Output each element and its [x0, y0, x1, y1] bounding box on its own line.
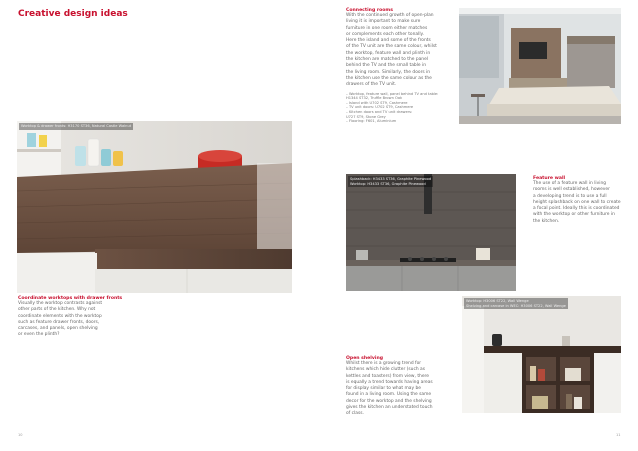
caption-line: Splashback: H3433 ST36, Graphite Pinewood [350, 177, 432, 181]
body-line: the kitchen. [533, 218, 560, 224]
kitchen-walnut-photo [17, 121, 292, 293]
feature-wall-section [533, 176, 625, 225]
body-line: kettles and toasters) from view, there [346, 373, 429, 379]
body-line: gives the kitchen an understated touch [346, 405, 433, 411]
photo-caption: Worktop & drawer fronts: H3170 ST36, Natural Castle Walnut [21, 124, 132, 128]
body-line: Whilst there is a growing trend for [346, 361, 422, 366]
section-body [533, 181, 625, 225]
page-number-left: 10 [18, 433, 23, 437]
splashback-illustration [346, 174, 516, 291]
body-line: decor for the worktop and the shelving [346, 398, 432, 404]
section-body [346, 361, 456, 418]
body-line: of class. [346, 411, 364, 417]
body-line: the kitchen use the same colour as the [346, 75, 432, 81]
spec-line: – Island with U702 ST9, Cashmere [346, 100, 408, 105]
caption-line: Worktop: H3433 ST36, Graphite Pinewood [350, 181, 426, 186]
body-line: Here the island and some of the fronts [346, 38, 431, 44]
body-line: is equally a trend towards having areas [346, 379, 433, 385]
splashback-caption [348, 176, 433, 187]
body-line: furniture in one room either matches [346, 25, 428, 31]
spec-line: H1344 ST32, Truffle Brown Oak [346, 96, 403, 101]
spec-line: U727 ST9, Stone Grey [346, 114, 386, 119]
body-line: a focal point. Ideally this is coordinated [533, 206, 620, 212]
caption-line: Shelving and carcase in WEC: H3006 ST22, Wall Wenge [466, 303, 566, 308]
shelving-illustration [462, 296, 621, 413]
body-line: or even the plinth? [18, 332, 60, 338]
body-line: of the TV unit are the same colour, whilst [346, 44, 437, 50]
shelving-caption [464, 298, 568, 309]
body-line: the living room. Similarly, the doors in [346, 69, 431, 75]
body-line: the kitchen are matched to the panel [346, 57, 429, 63]
body-line: drawers of the TV unit. [346, 82, 397, 88]
open-shelving-photo [462, 296, 621, 413]
walnut-kitchen-illustration [17, 121, 292, 293]
page-title: Creative design ideas [18, 9, 128, 19]
body-line: for display similar to what may be [346, 386, 421, 392]
body-line: living it is important to make sure [346, 19, 421, 25]
spec-line: – Kitchen doors and TV unit drawers: [346, 109, 413, 114]
body-line: other parts of the kitchen. Why not [18, 307, 96, 313]
caption-line: Worktop: H3006 ST22, Wall Wenge [466, 299, 529, 303]
spec-line: – Flooring: F601, Aluminium [346, 119, 397, 124]
section-heading: Feature wall [533, 176, 566, 181]
splashback-photo [346, 174, 516, 291]
body-line: or complements each other tonally. [346, 31, 424, 37]
body-line: height splashback on one wall to create [533, 199, 621, 205]
body-line: kitchens which hide clutter (such as [346, 367, 426, 373]
body-line: a developing trend is to use a full [533, 193, 607, 199]
body-line: coordinate elements with the worktop [18, 313, 102, 319]
body-line: such as feature drawer fronts, doors, [18, 319, 100, 325]
section-body [18, 301, 128, 339]
body-line: with the worktop or other furniture in [533, 212, 615, 218]
section-heading: Coordinate worktops with drawer fronts [18, 296, 123, 301]
body-line: the worktop, feature wall and plinth in [346, 50, 431, 56]
section-body [346, 13, 454, 89]
decor-spec-list [346, 92, 454, 124]
connecting-rooms-section [346, 8, 454, 124]
spec-line: – Worktop, feature wall, panel behind TV and table: [346, 91, 439, 96]
section-heading: Connecting rooms [346, 8, 393, 13]
page-number-right: 11 [616, 433, 621, 437]
body-line: The use of a feature wall in living [533, 181, 607, 186]
open-plan-photo [459, 8, 621, 124]
body-line: carcases, and panels, open shelving [18, 326, 98, 332]
coordinate-worktops-section [18, 296, 128, 339]
body-line: rooms is well established, however [533, 187, 610, 193]
section-heading: Open shelving [346, 356, 384, 361]
body-line: Visually the worktop contrasts against [18, 301, 103, 306]
body-line: found in a living room. Using the same [346, 392, 432, 398]
spec-line: – TV unit doors: U702 ST9, Cashmere [346, 105, 414, 110]
open-plan-illustration [459, 8, 621, 124]
open-shelving-section [346, 356, 456, 418]
body-line: behind the TV and the small table in [346, 63, 427, 69]
body-line: With the continued growth of open-plan [346, 13, 434, 18]
